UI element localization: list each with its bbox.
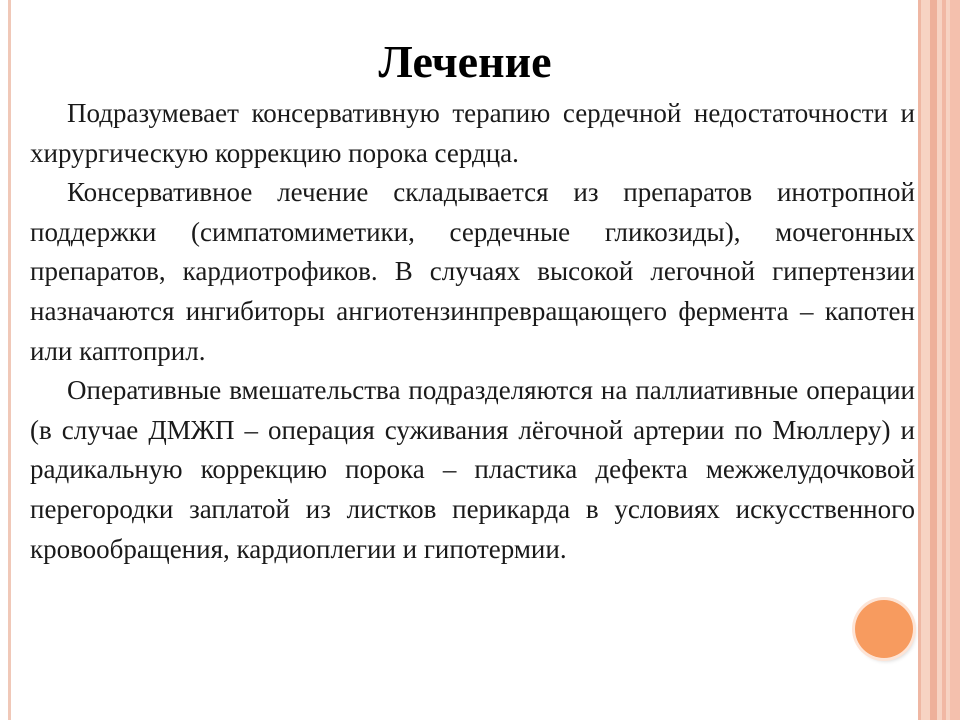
paragraph-conservative: Консервативное лечение складывается из препаратов инотропной поддержки (симпатомиметики, сердечные гликозиды), мочегонных препаратов, кардиотрофиков. В случаях высокой легочной гипертензии назначаются ингибиторы ангиотензинпревращающего фермента – капотен или каптоприл.: [30, 177, 915, 366]
stripe: [950, 0, 960, 720]
stripe: [918, 0, 921, 720]
right-decorative-stripes: [918, 0, 960, 720]
stripe: [930, 0, 937, 720]
paragraph-operative: Оперативные вмешательства подразделяются на паллиативные операции (в случае ДМЖП – операция суживания лёгочной артерии по Мюллеру) и радикальную коррекцию порока – пластика дефекта межжелудочковой перегородки заплатой из листков перикарда в условиях искусственного кровообращения, кардиоплегии и гипотермии.: [30, 375, 915, 564]
slide-title: Лечение: [378, 36, 552, 87]
stripe: [942, 0, 946, 720]
slide-body: [30, 94, 915, 569]
left-border-line: [8, 0, 11, 720]
decorative-circle: [855, 600, 913, 658]
paragraph-intro: Подразумевает консервативную терапию сердечной недостаточности и хирургическую коррекцию порока сердца.: [30, 98, 915, 168]
